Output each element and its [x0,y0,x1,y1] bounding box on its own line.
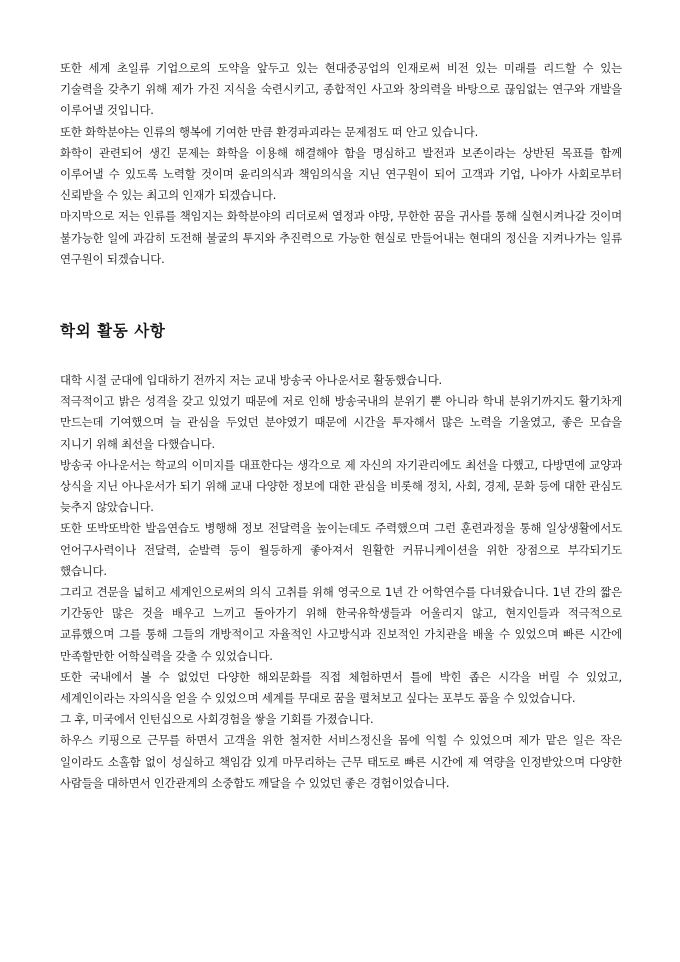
paragraph: 하우스 키핑으로 근무를 하면서 고객을 위한 철저한 서비스정신을 몸에 익힐 수 있었으며 제가 맡은 일은 작은 일이라도 소홀함 없이 성실하고 책임감 있게 마무리하는 근무 태도로 빠른 시간에 제 역량을 인정받았으며 다양한 사람들을 대하면서 인간관계의 소중함도 깨달을 수 있었던 좋은 경험이었습니다. [60,733,622,790]
section-heading: 학외 활동 사항 [60,322,166,341]
paragraph: 적극적이고 밝은 성격을 갖고 있었기 때문에 저로 인해 방송국내의 분위기 뿐 아니라 학내 분위기까지도 활기차게 만드는데 기여했으며 늘 관심을 두었던 분야였기 때문에 시간을 투자해서 많은 노력을 기울였고, 좋은 모습을 지니기 위해 최선을 다했습니다. [60,394,622,451]
paragraph: 또한 세계 초일류 기업으로의 도약을 앞두고 있는 현대중공업의 인재로써 비전 있는 미래를 리드할 수 있는 기술력을 갖추기 위해 제가 가진 지식을 숙련시키고, 종합적인 사고와 창의력을 바탕으로 끊임없는 연구와 개발을 이루어낼 것입니다. [60,61,622,118]
paragraph: 그 후, 미국에서 인턴십으로 사회경험을 쌓을 기회를 가졌습니다. [60,712,374,727]
paragraph: 대학 시절 군대에 입대하기 전까지 저는 교내 방송국 아나운서로 활동했습니다. [60,373,443,388]
paragraph: 그리고 견문을 넓히고 세계인으로써의 의식 고취를 위해 영국으로 1년 간 어학연수를 다녀왔습니다. 1년 간의 짧은 기간동안 많은 것을 배우고 느끼고 돌아가기 위해 한국유학생들과 어울리지 않고, 현지인들과 적극적으로 교류했으며 그를 통해 그들의 개방적이고 자율적인 사고방식과 진보적인 가치관을 배울 수 있었으며 빠른 시간에 만족할만한 어학실력을 갖출 수 있었습니다. [60,585,622,663]
document-page [60,58,622,794]
intro-section [60,58,622,270]
activities-section [60,370,622,794]
paragraph: 또한 또박또박한 발음연습도 병행해 정보 전달력을 높이는데도 주력했으며 그런 훈련과정을 통해 일상생활에서도 언어구사력이나 전달력, 순발력 등이 월등하게 좋아져서 원활한 커뮤니케이션을 위한 장점으로 부각되기도 했습니다. [60,521,622,578]
paragraph: 또한 국내에서 볼 수 없었던 다양한 해외문화를 직접 체험하면서 틀에 박힌 좁은 시각을 버릴 수 있었고, 세계인이라는 자의식을 얻을 수 있었으며 세계를 무대로 꿈을 펼쳐보고 싶다는 포부도 품을 수 있었습니다. [60,669,622,706]
paragraph: 마지막으로 저는 인류를 책임지는 화학분야의 리더로써 열정과 야망, 무한한 꿈을 귀사를 통해 실현시켜나갈 것이며 불가능한 일에 과감히 도전해 불굴의 투지와 추진력으로 가능한 현실로 만들어내는 현대의 정신을 지켜나가는 일류 연구원이 되겠습니다. [60,209,622,266]
paragraph: 화학이 관련되어 생긴 문제는 화학을 이용해 해결해야 함을 명심하고 발전과 보존이라는 상반된 목표를 함께 이루어낼 수 있도록 노력할 것이며 윤리의식과 책임의식을 지닌 연구원이 되어 고객과 기업, 나아가 사회로부터 신뢰받을 수 있는 최고의 인재가 되겠습니다. [60,145,622,203]
paragraph: 방송국 아나운서는 학교의 이미지를 대표한다는 생각으로 제 자신의 자기관리에도 최선을 다했고, 다방면에 교양과 상식을 지닌 아나운서가 되기 위해 교내 다양한 정보에 대한 관심을 비롯해 정치, 사회, 경제, 문화 등에 대한 관심도 늦추지 않았습니다. [60,457,622,515]
paragraph: 또한 화학분야는 인류의 행복에 기여한 만큼 환경파괴라는 문제점도 떠 안고 있습니다. [60,124,479,139]
